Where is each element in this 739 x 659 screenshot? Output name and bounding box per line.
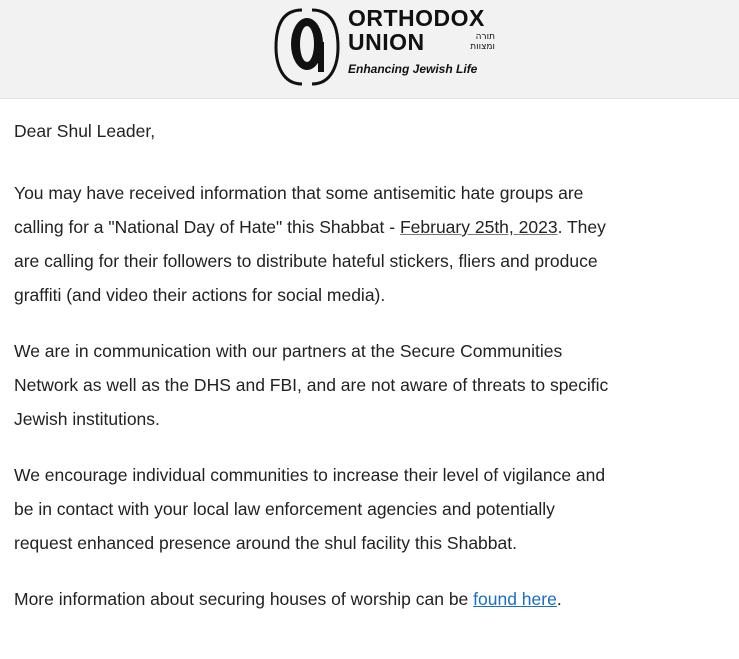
logo-hebrew-line-1: תורה [475,32,495,42]
paragraph-line: request enhanced presence around the shul facility this Shabbat. [14,533,517,553]
logo-hebrew-text [447,32,495,52]
paragraph-hate-groups [14,176,739,312]
paragraph-more-info [14,582,739,616]
date-text: February 25th, 2023 [399,217,558,237]
logo-tagline: Enhancing Jewish Life [348,62,478,76]
paragraph-end: . [556,589,562,609]
paragraph-line: graffiti (and video their actions for social media). [14,285,386,305]
paragraph-line: are calling for their followers to distribute hateful stickers, fliers and produce [14,251,598,271]
paragraph-line: Jewish institutions. [14,409,160,429]
paragraph-vigilance [14,458,739,560]
paragraph-line: More information about securing houses of worship can be [14,589,474,609]
letter-body [14,114,739,638]
found-here-link[interactable]: found here [473,589,557,609]
paragraph-line: You may have received information that some antisemitic hate groups are [14,183,584,203]
logo-word-orthodox: ORTHODOX [348,5,485,31]
paragraph-line: We are in communication with our partners at the Secure Communities [14,341,563,361]
ou-logo-icon [272,4,342,90]
paragraph-line: . They [557,217,606,237]
paragraph-partners [14,334,739,436]
paragraph-line: Network as well as the DHS and FBI, and are not aware of threats to specific [14,375,609,395]
paragraph-line: calling for a "National Day of Hate" this Shabbat - [14,217,400,237]
orthodox-union-logo [272,4,512,90]
paragraph-line: We encourage individual communities to increase their level of vigilance and [14,465,606,485]
logo-word-union: UNION [348,29,425,55]
paragraph-line: be in contact with your local law enforcement agencies and potentially [14,499,555,519]
header-banner [0,0,739,99]
salutation: Dear Shul Leader, [14,121,156,141]
logo-hebrew-line-2: ומצוות [470,42,495,52]
